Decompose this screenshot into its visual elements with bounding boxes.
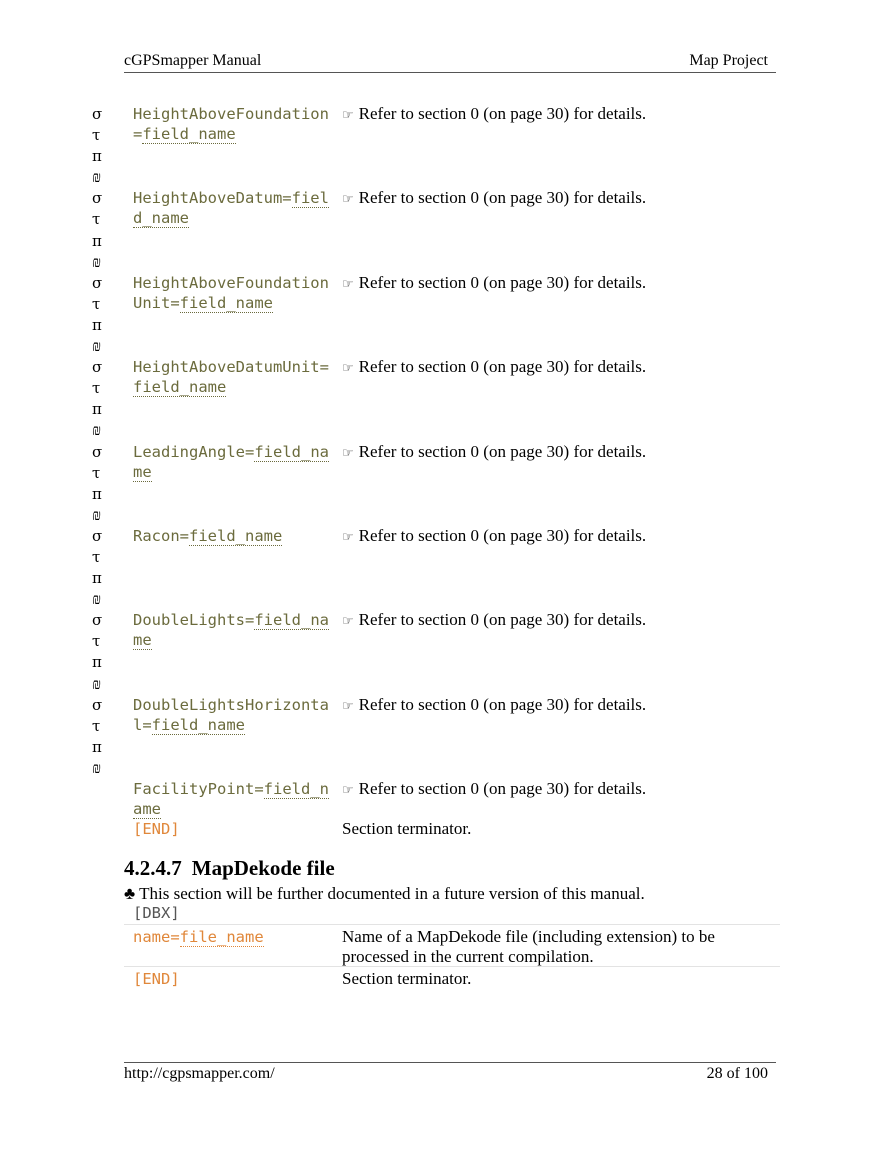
pointing-hand-icon: ☞ [342,192,354,208]
margin-mark: σ [92,695,103,714]
margin-mark: π [92,147,102,166]
parameter-code [133,357,333,397]
parameter-desc [342,695,782,717]
margin-mark: σ [92,273,103,292]
margin-mark: τ [92,716,101,735]
margin-mark: π [92,653,102,672]
end-marker-code: [END] [133,820,180,838]
margin-mark: σ [92,358,103,377]
parameter-desc [342,273,782,295]
desc-text: Refer to section 0 (on page 30) for details. [358,526,647,545]
margin-mark: σ [92,526,103,545]
desc-text: Refer to section 0 (on page 30) for details. [358,694,647,714]
page-footer [124,1062,776,1085]
parameter-code [133,610,333,650]
dbx-desc: Name of a MapDekode file (including extension) to be processed in the current compilation. [342,927,715,966]
pointing-hand-icon: ☞ [342,530,354,545]
parameter-desc [342,104,782,126]
page-number: 28 of 100 [706,1065,768,1082]
margin-mark: τ [92,632,101,651]
code-arg: field_name [133,378,227,397]
parameter-desc [342,188,782,210]
pointing-hand-icon: ☞ [342,614,354,630]
parameter-code [133,779,333,819]
margin-mark: π [92,315,102,334]
pointing-hand-icon: ☞ [342,698,354,714]
dbx-code: [END] [133,970,180,988]
pointing-hand-icon: ☞ [342,108,354,123]
code-key: HeightAboveDatumUnit= [133,358,329,377]
code-key: DoubleLights= [133,611,255,630]
code-key: LeadingAngle= [133,442,255,461]
dbx-header: [DBX] [133,904,180,922]
margin-mark: τ [92,210,101,229]
code-arg: field_name [133,780,329,819]
margin-marks [92,104,108,779]
code-key: HeightAboveDatum= [133,189,292,208]
desc-text: Refer to section 0 (on page 30) for details. [358,441,647,461]
desc-text: Refer to section 0 (on page 30) for details. [358,779,647,799]
margin-mark: ₪ [92,337,102,356]
dbx-desc: Section terminator. [342,969,472,988]
desc-text: Refer to section 0 (on page 30) for details. [358,610,647,630]
margin-mark: π [92,569,102,588]
code-key: name= [133,928,180,946]
margin-mark: τ [92,294,101,313]
header-section-title: Map Project [689,52,768,69]
margin-mark: τ [92,463,101,482]
desc-text: Refer to section 0 (on page 30) for details. [358,357,647,377]
parameter-code [133,104,333,144]
table-row [124,924,780,967]
margin-mark: σ [92,611,103,630]
parameter-desc [342,442,782,464]
margin-mark: π [92,231,102,250]
end-marker-desc: Section terminator. [342,819,472,838]
margin-mark: ₪ [92,421,102,440]
code-arg: field_name [133,611,329,650]
code-arg: field_name [142,125,236,143]
desc-text: Refer to section 0 (on page 30) for details. [358,272,647,292]
parameter-code [133,188,333,228]
margin-mark: τ [92,126,101,145]
pointing-hand-icon: ☞ [342,361,354,377]
parameter-desc [342,357,782,379]
margin-mark: π [92,737,102,756]
margin-mark: ₪ [92,505,102,524]
future-note: ♣ This section will be further documented in a future version of this manual. [124,884,645,903]
code-arg: field_name [151,715,245,734]
code-key: DoubleLightsHorizontal= [133,695,329,734]
footer-url[interactable]: http://cgpsmapper.com/ [124,1065,275,1082]
code-key: Racon= [133,527,189,545]
margin-mark: σ [92,442,103,461]
code-arg: field_name [133,442,329,481]
code-arg: field_name [189,527,283,545]
pointing-hand-icon: ☞ [342,276,354,292]
margin-mark: τ [92,547,101,566]
page-header [124,52,776,73]
margin-mark: σ [92,105,103,123]
section-number: 4.2.4.7 [124,856,182,880]
pointing-hand-icon: ☞ [342,445,354,461]
margin-mark: ₪ [92,674,102,693]
margin-mark: τ [92,379,101,398]
parameter-code [133,273,333,313]
margin-mark: π [92,484,102,503]
code-key: HeightAboveFoundation= [133,105,329,143]
header-doc-title: cGPSmapper Manual [124,52,262,69]
margin-mark: ₪ [92,252,102,271]
margin-mark: σ [92,189,103,208]
desc-text: Refer to section 0 (on page 30) for details. [358,104,647,123]
section-title: MapDekode file [191,856,335,880]
parameter-code [133,442,333,482]
margin-mark: ₪ [92,168,102,187]
code-arg: field_name [179,293,273,312]
parameter-desc [342,779,782,801]
parameter-code [133,526,333,546]
parameter-desc [342,610,782,632]
code-key: FacilityPoint= [133,780,264,799]
parameter-desc [342,526,782,548]
code-arg: field_name [133,189,329,228]
margin-mark: ₪ [92,758,102,777]
code-arg: file_name [179,928,264,946]
table-row [124,966,780,991]
desc-text: Refer to section 0 (on page 30) for details. [358,188,647,208]
section-heading [124,856,335,881]
pointing-hand-icon: ☞ [342,783,354,799]
dbx-code [133,927,333,947]
margin-mark: π [92,400,102,419]
margin-mark: ₪ [92,590,102,609]
code-key: HeightAboveFoundationUnit= [133,273,329,312]
parameter-code [133,695,333,735]
